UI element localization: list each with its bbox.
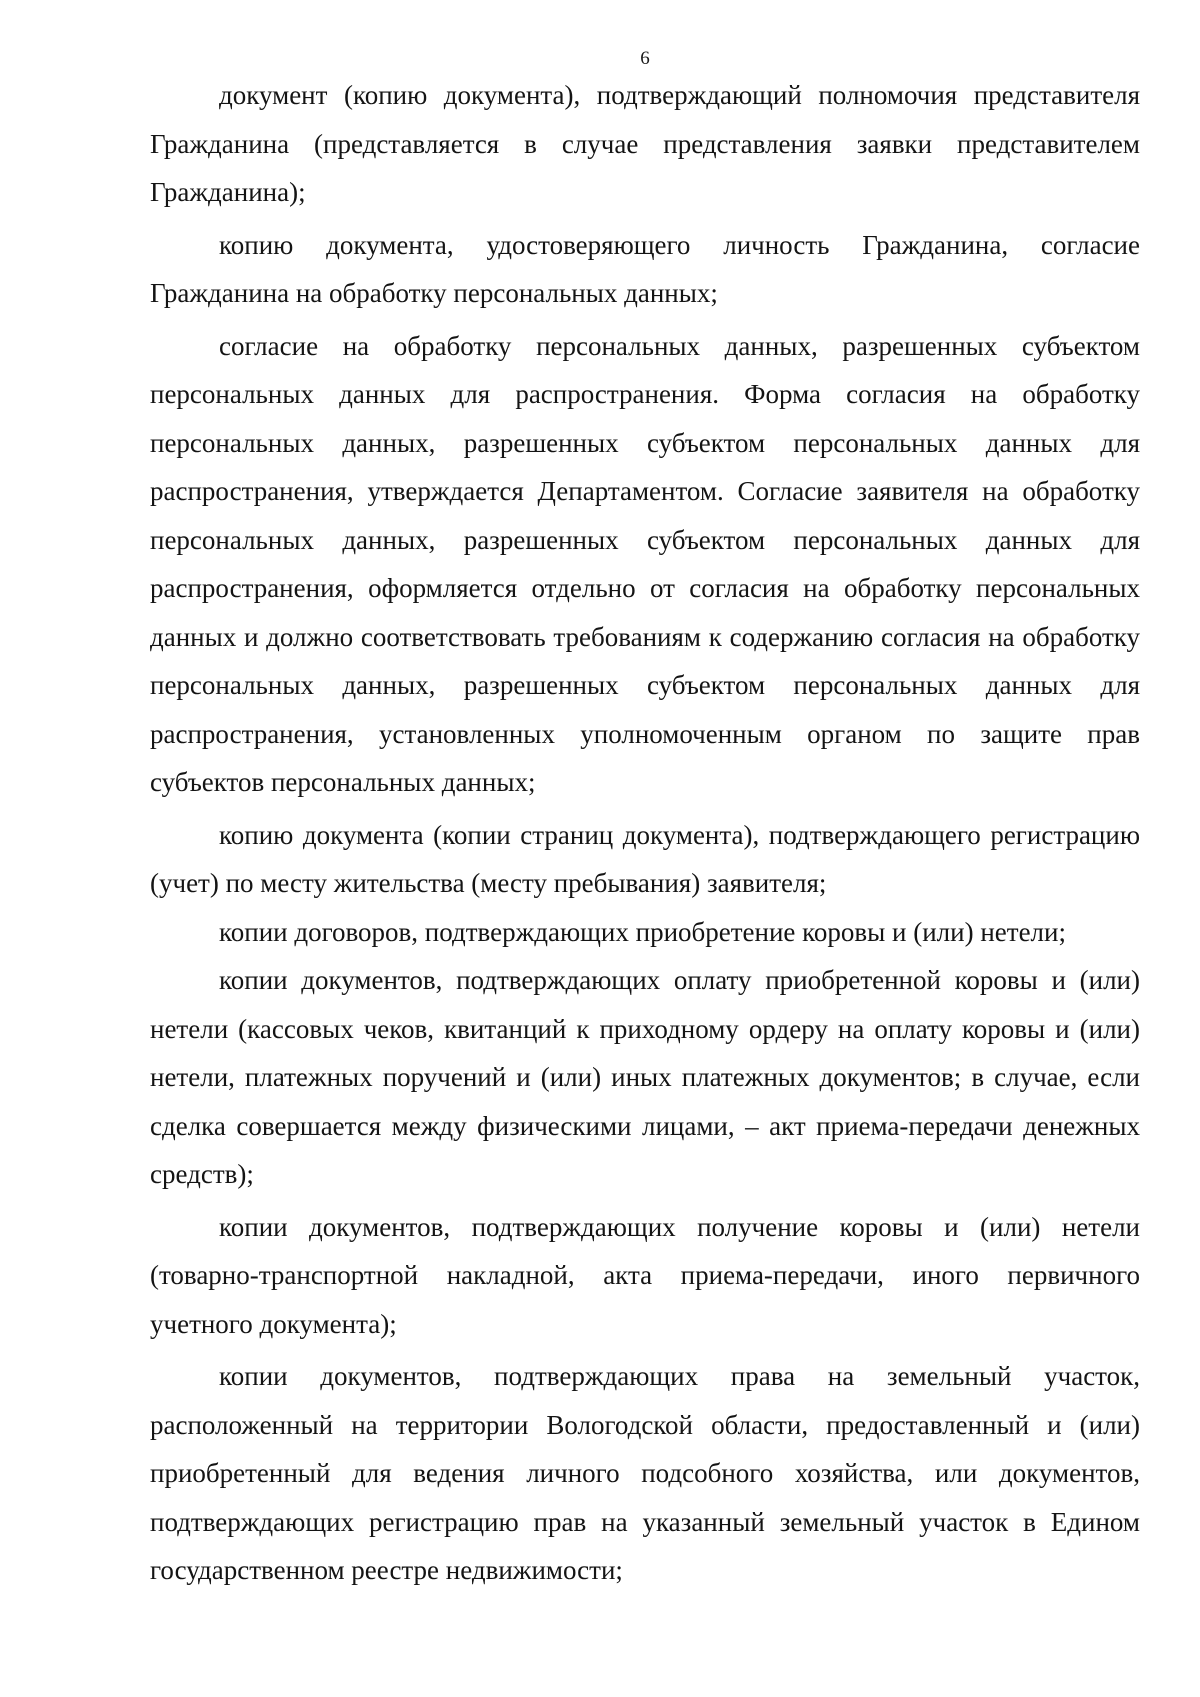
paragraph-receipt-documents: копии документов, подтверждающих получение коровы и (или) нетели (товарно-транспортной накладной, акта приема-передачи, иного первичного учетного документа); (150, 1211, 1140, 1339)
paragraph-purchase-contracts: копии договоров, подтверждающих приобретение коровы и (или) нетели; (219, 916, 1066, 947)
paragraph-payment-documents: копии документов, подтверждающих оплату приобретенной коровы и (или) нетели (кассовых чеков, квитанций к приходному ордеру на оплату коровы и (или) нетели, платежных поручений и (или) иных платежных документов; в случае, если сделка совершается между физическими лицами, – акт приема-передачи денежных средств); (150, 965, 1140, 1189)
page-number: 6 (640, 48, 650, 69)
document-body (150, 71, 1140, 1595)
paragraph-identity-document: копию документа, удостоверяющего личность Гражданина, согласие Гражданина на обработку персональных данных; (150, 229, 1140, 308)
paragraph-registration-document: копию документа (копии страниц документа), подтверждающего регистрацию (учет) по месту жительства (месту пребывания) заявителя; (150, 819, 1140, 898)
paragraph-personal-data-consent: согласие на обработку персональных данных, разрешенных субъектом персональных данных для распространения. Форма согласия на обработку персональных данных, разрешенных субъектом персональных данных для распространения, утверждается Департаментом. Согласие заявителя на обработку персональных данных, разрешенных субъектом персональных данных для распространения, оформляется отдельно от согласия на обработку персональных данных и должно соответствовать требованиям к содержанию согласия на обработку персональных данных, разрешенных субъектом персональных данных для распространения, установленных уполномоченным органом по защите прав субъектов персональных данных; (150, 330, 1140, 797)
paragraph-representative-document: документ (копию документа), подтверждающий полномочия представителя Гражданина (представляется в случае представления заявки представителем Гражданина); (150, 80, 1140, 207)
paragraph-land-documents: копии документов, подтверждающих права на земельный участок, расположенный на территории Вологодской области, предоставленный и (или) приобретенный для ведения личного подсобного хозяйства, или документов, подтверждающих регистрацию прав на указанный земельный участок в Едином государственном реестре недвижимости; (150, 1361, 1140, 1585)
